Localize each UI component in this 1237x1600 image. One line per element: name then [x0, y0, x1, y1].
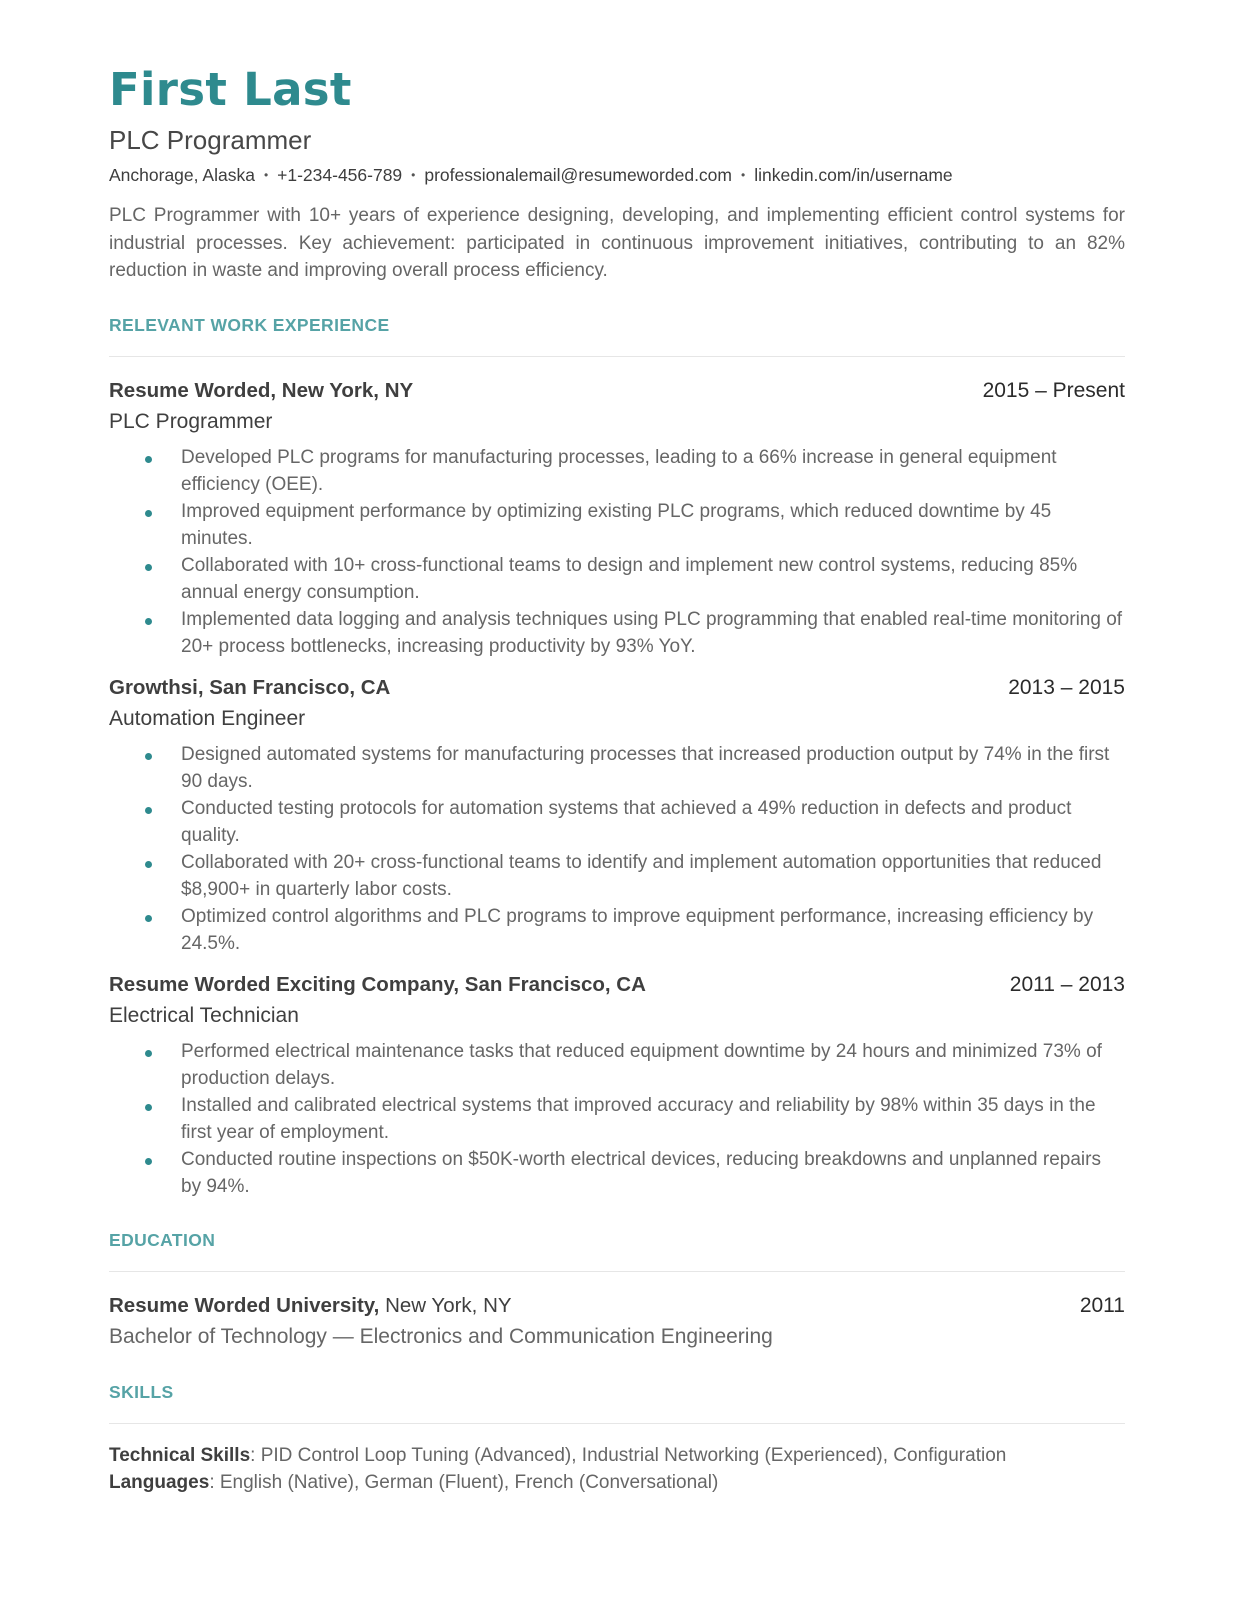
job-company: Growthsi, San Francisco, CA: [109, 675, 391, 699]
education-entry: [109, 1292, 1125, 1352]
contact-email[interactable]: professionalemail@resumeworded.com: [424, 165, 732, 185]
job-header: [109, 971, 1125, 999]
job-role: Electrical Technician: [109, 1003, 299, 1027]
bullet-item: [109, 741, 1125, 795]
contact-linkedin[interactable]: linkedin.com/in/username: [754, 165, 953, 185]
bullet-item: [109, 903, 1125, 957]
job-header: [109, 377, 1125, 405]
job-dates: 2013 – 2015: [1008, 675, 1125, 699]
bullet-text: Optimized control algorithms and PLC programs to improve equipment performance, increasing efficiency by 24.5%.: [181, 905, 1094, 954]
section-divider: [109, 1423, 1125, 1424]
job-company: Resume Worded, New York, NY: [109, 378, 414, 402]
education-year: 2011: [1079, 1293, 1125, 1317]
job-entry: [109, 377, 1125, 660]
contact-separator: •: [263, 168, 269, 182]
bullet-dot-icon: [145, 861, 152, 868]
job-entry: [109, 674, 1125, 957]
contact-location: Anchorage, Alaska: [109, 165, 255, 185]
education-location: New York, NY: [385, 1293, 512, 1317]
bullet-item: [109, 849, 1125, 903]
bullet-dot-icon: [145, 753, 152, 760]
bullet-text: Designed automated systems for manufacturing processes that increased production output by 74% in the first 90 days.: [181, 743, 1110, 792]
bullet-item: [109, 606, 1125, 660]
bullet-item: [109, 1038, 1125, 1092]
section-heading-skills: SKILLS: [109, 1381, 174, 1402]
bullet-dot-icon: [145, 1104, 152, 1111]
bullet-text: Implemented data logging and analysis techniques using PLC programming that enabled real-time monitoring of 20+ process bottlenecks, increasing productivity by 93% YoY.: [181, 608, 1123, 657]
education-school-line: [109, 1292, 512, 1320]
bullet-dot-icon: [145, 564, 152, 571]
skills-languages-label: Languages: [109, 1471, 210, 1493]
job-role: PLC Programmer: [109, 409, 273, 433]
skills-technical-value: : PID Control Loop Tuning (Advanced), Industrial Networking (Experienced), Configuration: [250, 1444, 1007, 1466]
contact-separator: •: [741, 168, 746, 182]
bullet-item: [109, 552, 1125, 606]
bullet-dot-icon: [145, 915, 152, 922]
summary-paragraph: PLC Programmer with 10+ years of experience designing, developing, and implementing efficient control systems for industrial processes. Key achievement: participated in continuous improvement initiatives, contributing to an 82% reduction in waste and improving overall process efficiency.: [109, 205, 1125, 281]
skills-technical-label: Technical Skills: [109, 1444, 251, 1466]
contact-line: [109, 164, 1125, 186]
bullet-dot-icon: [145, 456, 152, 463]
job-dates: 2015 – Present: [982, 378, 1125, 402]
job-bullets: [109, 444, 1125, 660]
education-degree: Bachelor of Technology — Electronics and Communication Engineering: [109, 1324, 773, 1348]
bullet-dot-icon: [145, 807, 152, 814]
contact-separator: •: [411, 168, 416, 182]
bullet-text: Collaborated with 10+ cross-functional teams to design and implement new control systems, reducing 85% annual energy consumption.: [181, 554, 1078, 603]
section-divider: [109, 1271, 1125, 1272]
skills-technical: [109, 1442, 1125, 1469]
job-entry: [109, 971, 1125, 1200]
job-company: Resume Worded Exciting Company, San Francisco, CA: [109, 972, 646, 996]
bullet-item: [109, 1092, 1125, 1146]
job-dates: 2011 – 2013: [1009, 972, 1125, 996]
education-header: [109, 1292, 1125, 1320]
job-header: [109, 674, 1125, 702]
bullet-dot-icon: [145, 510, 152, 517]
bullet-text: Developed PLC programs for manufacturing processes, leading to a 66% increase in general equipment efficiency (OEE).: [181, 446, 1057, 495]
section-heading-experience: RELEVANT WORK EXPERIENCE: [109, 314, 390, 335]
skills-block: [109, 1442, 1125, 1496]
candidate-title: PLC Programmer: [109, 125, 312, 155]
education-school: Resume Worded University,: [109, 1293, 380, 1317]
bullet-dot-icon: [145, 1158, 152, 1165]
bullet-item: [109, 498, 1125, 552]
job-bullets: [109, 1038, 1125, 1200]
section-divider: [109, 356, 1125, 357]
bullet-text: Conducted routine inspections on $50K-worth electrical devices, reducing breakdowns and unplanned repairs by 94%.: [181, 1148, 1101, 1197]
bullet-text: Collaborated with 20+ cross-functional teams to identify and implement automation opportunities that reduced $8,900+ in quarterly labor costs.: [181, 851, 1102, 900]
bullet-item: [109, 444, 1125, 498]
contact-phone: +1-234-456-789: [277, 165, 403, 185]
bullet-text: Improved equipment performance by optimizing existing PLC programs, which reduced downtime by 45 minutes.: [181, 500, 1052, 549]
bullet-dot-icon: [145, 1050, 152, 1057]
bullet-item: [109, 795, 1125, 849]
section-heading-education: EDUCATION: [109, 1229, 216, 1250]
job-bullets: [109, 741, 1125, 957]
job-role: Automation Engineer: [109, 706, 306, 730]
skills-languages-value: : English (Native), German (Fluent), French (Conversational): [209, 1471, 719, 1493]
resume-content: [109, 62, 1125, 1496]
bullet-text: Performed electrical maintenance tasks that reduced equipment downtime by 24 hours and minimized 73% of production delays.: [181, 1040, 1102, 1089]
bullet-text: Conducted testing protocols for automation systems that achieved a 49% reduction in defects and product quality.: [181, 797, 1072, 846]
candidate-name: First Last: [109, 63, 352, 116]
bullet-dot-icon: [145, 618, 152, 625]
skills-languages: [109, 1469, 1125, 1496]
bullet-item: [109, 1146, 1125, 1200]
bullet-text: Installed and calibrated electrical systems that improved accuracy and reliability by 98% within 35 days in the first year of employment.: [181, 1094, 1096, 1143]
